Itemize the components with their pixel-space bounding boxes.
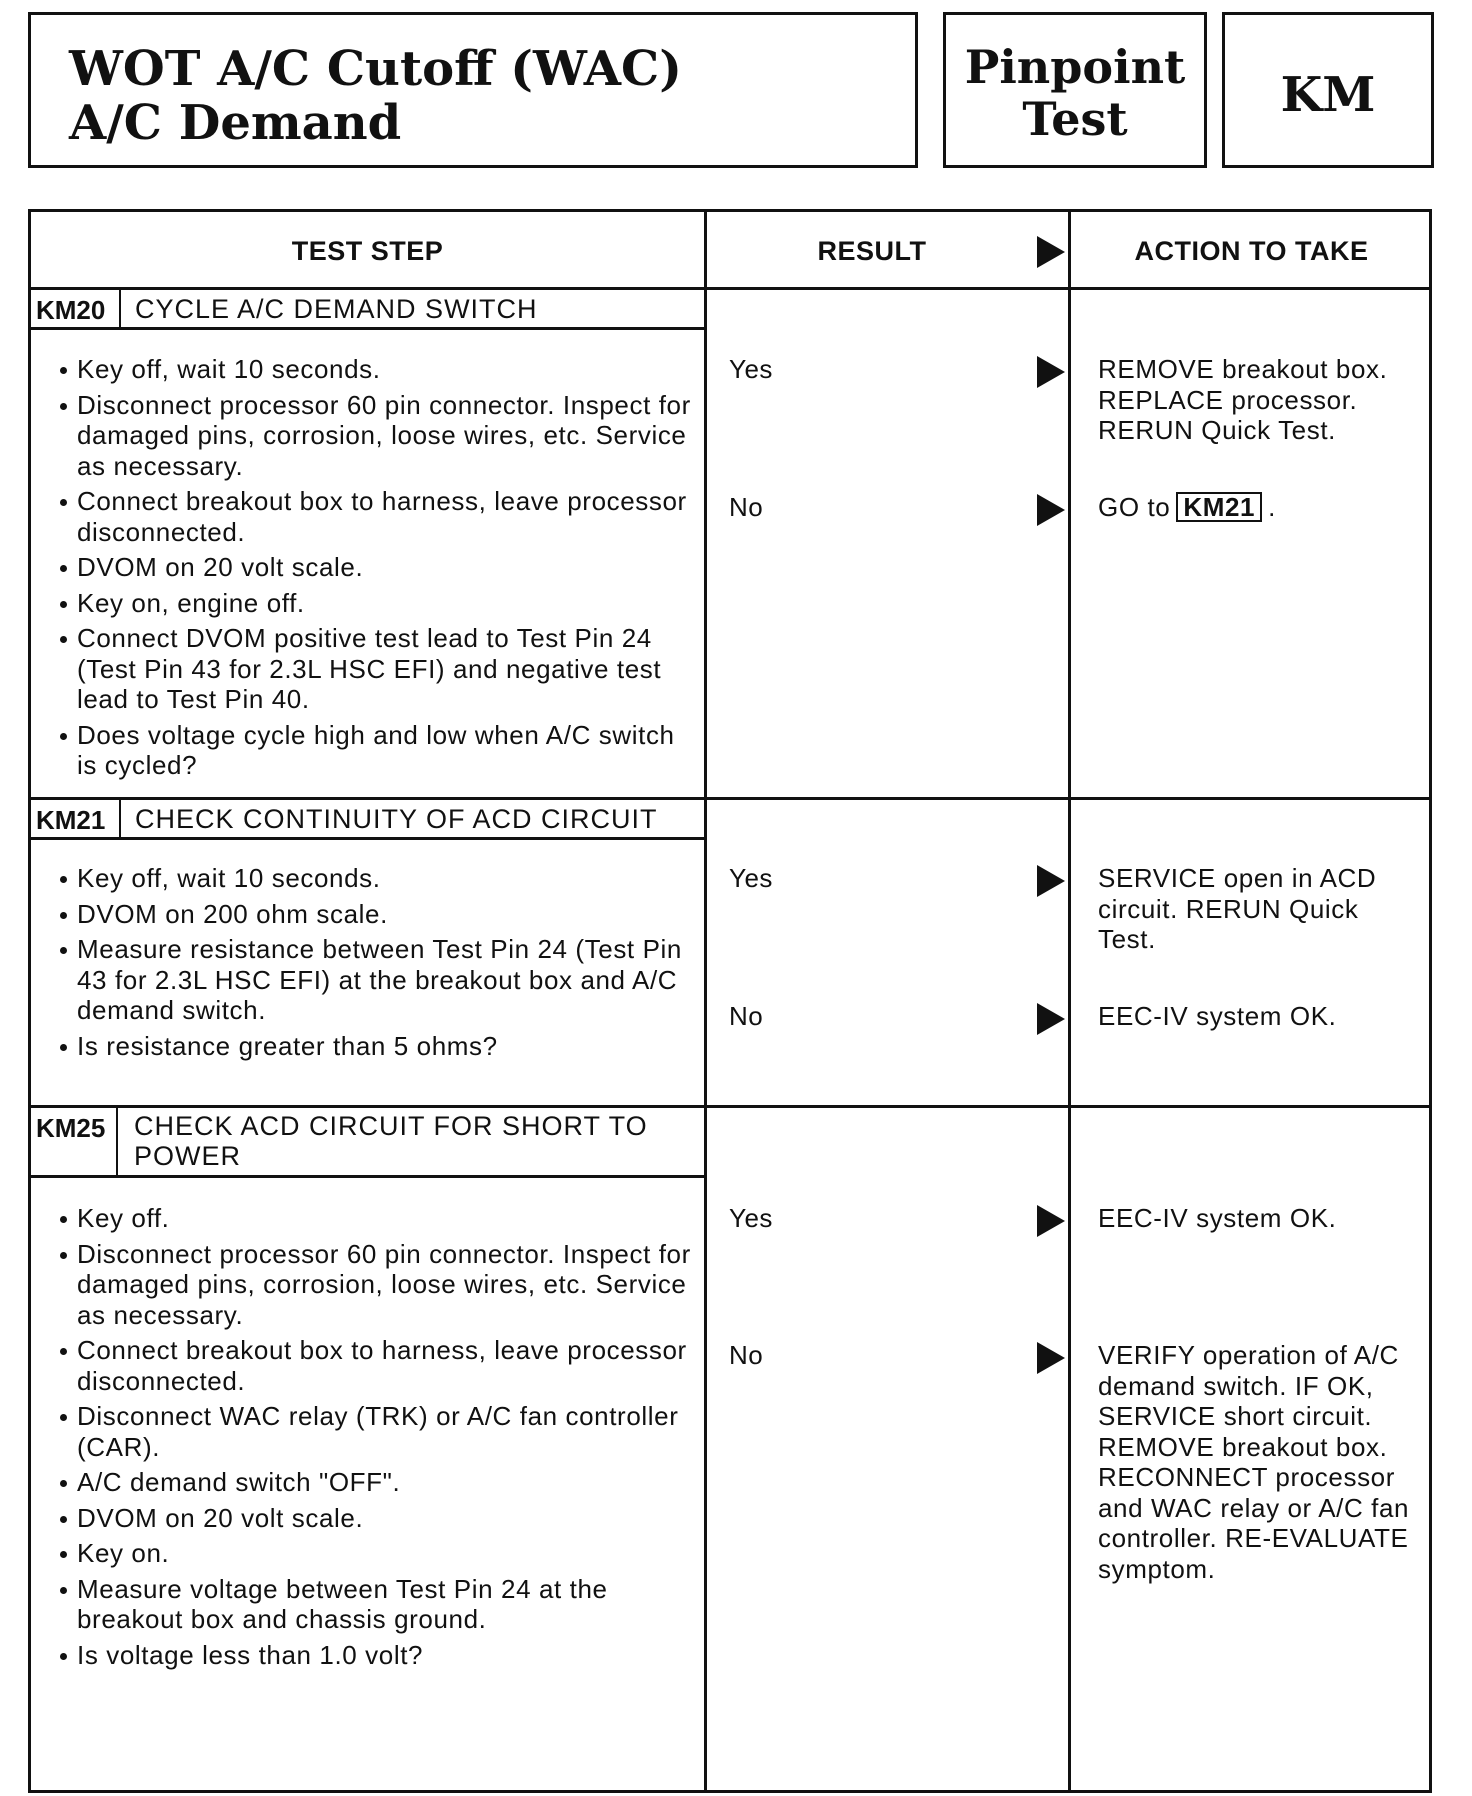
header-result: RESULT [817, 236, 927, 266]
list-item: Connect DVOM positive test lead to Test Pin 24 (Test Pin 43 for 2.3L HSC EFI) and negative test lead to Test Pin 40. [57, 623, 697, 715]
step-header-km20 [31, 290, 704, 327]
result-arrow-icon [1037, 356, 1065, 388]
step-header-km25 [31, 1108, 704, 1175]
column-divider-action [1068, 212, 1071, 1790]
step-reference-km21[interactable]: KM21 [1176, 492, 1262, 522]
list-item: Key on. [57, 1538, 697, 1569]
action-text: REMOVE breakout box. REPLACE processor. RERUN Quick Test. [1098, 354, 1388, 445]
list-item: Disconnect WAC relay (TRK) or A/C fan controller (CAR). [57, 1401, 697, 1462]
action-goto-prefix: GO to [1098, 492, 1171, 522]
step-bullets-km21 [57, 863, 697, 1066]
step-bullets-km20 [57, 354, 697, 786]
pinpoint-test-box [943, 12, 1207, 168]
result-yes: Yes [729, 863, 773, 893]
step-title-rule [31, 1175, 704, 1178]
test-code: KM [1280, 67, 1376, 123]
list-item: Connect breakout box to harness, leave processor disconnected. [57, 1335, 697, 1396]
step-header-km21 [31, 800, 704, 837]
step-id-divider [119, 800, 121, 837]
list-item: Connect breakout box to harness, leave processor disconnected. [57, 486, 697, 547]
action-text: SERVICE open in ACD circuit. RERUN Quick Test. [1098, 863, 1377, 954]
step-title-rule [31, 327, 704, 330]
step-id-divider [116, 1108, 118, 1175]
action-goto-suffix: . [1268, 492, 1276, 522]
list-item: Disconnect processor 60 pin connector. Inspect for damaged pins, corrosion, loose wires, etc. Service as necessary. [57, 390, 697, 482]
header-action: ACTION TO TAKE [1134, 236, 1369, 266]
step-title: CHECK CONTINUITY OF ACD CIRCUIT [135, 804, 658, 834]
result-arrow-icon [1037, 1205, 1065, 1237]
result-yes: Yes [729, 354, 773, 384]
column-divider-result [704, 212, 707, 1790]
result-no: No [729, 1340, 764, 1370]
action-text: VERIFY operation of A/C demand switch. IF OK, SERVICE short circuit. REMOVE breakout box. RECONNECT processor and WAC relay or A/C fan controller. RE-EVALUATE symptom. [1098, 1340, 1410, 1584]
list-item: Measure voltage between Test Pin 24 at the breakout box and chassis ground. [57, 1574, 697, 1635]
pinpoint-label-line-1: Pinpoint [964, 40, 1186, 94]
action-text: EEC-IV system OK. [1098, 1203, 1337, 1233]
action-text: EEC-IV system OK. [1098, 1001, 1337, 1031]
list-item: A/C demand switch "OFF". [57, 1467, 697, 1498]
list-item: Disconnect processor 60 pin connector. Inspect for damaged pins, corrosion, loose wires, etc. Service as necessary. [57, 1239, 697, 1331]
page-title-line-2: A/C Demand [69, 95, 402, 151]
step-title-rule [31, 837, 704, 840]
title-box [28, 12, 918, 168]
list-item: Is resistance greater than 5 ohms? [57, 1031, 697, 1062]
header-arrow-icon [1037, 236, 1065, 268]
header-test-step: TEST STEP [291, 236, 444, 266]
step-id: KM20 [36, 295, 106, 325]
list-item: Key off. [57, 1203, 697, 1234]
list-item: DVOM on 20 volt scale. [57, 552, 697, 583]
result-no: No [729, 1001, 764, 1031]
list-item: DVOM on 200 ohm scale. [57, 899, 697, 930]
step-bullets-km25 [57, 1203, 697, 1675]
step-id: KM21 [36, 805, 106, 835]
test-table [28, 209, 1432, 1793]
result-yes: Yes [729, 1203, 773, 1233]
list-item: Does voltage cycle high and low when A/C switch is cycled? [57, 720, 697, 781]
step-title: CYCLE A/C DEMAND SWITCH [135, 294, 538, 324]
list-item: Key off, wait 10 seconds. [57, 863, 697, 894]
page-title-line-1: WOT A/C Cutoff (WAC) [69, 41, 682, 97]
result-arrow-icon [1037, 494, 1065, 526]
list-item: DVOM on 20 volt scale. [57, 1503, 697, 1534]
test-code-box [1222, 12, 1434, 168]
list-item: Key on, engine off. [57, 588, 697, 619]
list-item: Measure resistance between Test Pin 24 (Test Pin 43 for 2.3L HSC EFI) at the breakout box and A/C demand switch. [57, 934, 697, 1026]
action-goto [1098, 492, 1423, 523]
list-item: Key off, wait 10 seconds. [57, 354, 697, 385]
result-no: No [729, 492, 764, 522]
result-arrow-icon [1037, 865, 1065, 897]
result-arrow-icon [1037, 1342, 1065, 1374]
step-id: KM25 [36, 1113, 106, 1143]
result-arrow-icon [1037, 1003, 1065, 1035]
step-title: CHECK ACD CIRCUIT FOR SHORT TO POWER [134, 1111, 648, 1171]
list-item: Is voltage less than 1.0 volt? [57, 1640, 697, 1671]
step-id-divider [119, 290, 121, 327]
pinpoint-label-line-2: Test [1022, 92, 1128, 146]
